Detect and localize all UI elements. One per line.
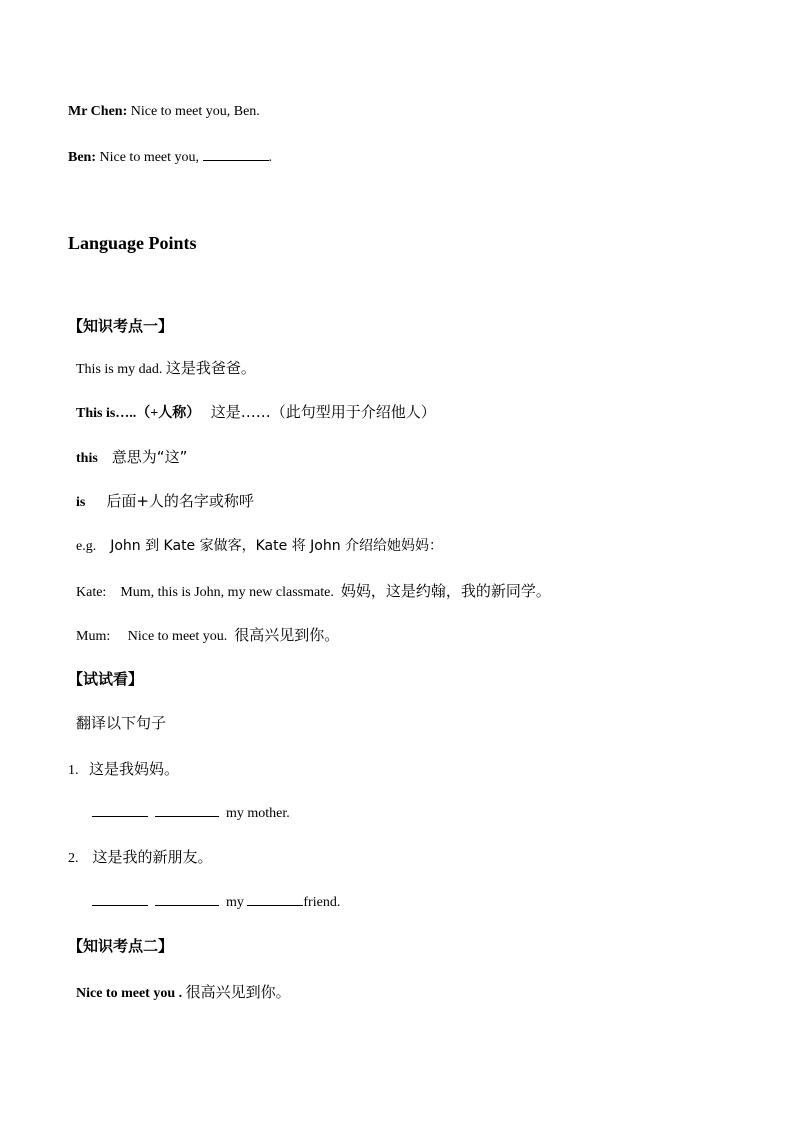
point2-chinese: 很高兴见到你。 bbox=[185, 983, 291, 1001]
example-en: This is my dad. bbox=[76, 362, 163, 377]
eg-label: e.g. bbox=[76, 539, 97, 554]
kate-chinese: 妈妈，这是约翰，我的新同学。 bbox=[340, 582, 551, 600]
this-line bbox=[76, 448, 187, 468]
section-title: Language Points bbox=[68, 233, 197, 253]
item-chinese: 这是我的新朋友。 bbox=[92, 848, 213, 866]
answer-blank[interactable] bbox=[92, 804, 148, 817]
point2-header: 【知识考点二】 bbox=[68, 937, 174, 955]
kate-line bbox=[76, 582, 551, 602]
pattern-explanation: 这是……（此句型用于介绍他人） bbox=[210, 403, 436, 421]
eg-text: John 到 Kate 家做客，Kate 将 John 介绍给她妈妈： bbox=[110, 538, 444, 554]
example-line bbox=[76, 359, 256, 379]
answer-blank[interactable] bbox=[155, 804, 219, 817]
this-meaning: 意思为“这” bbox=[111, 448, 188, 466]
example-zh: 这是我爸爸。 bbox=[165, 359, 256, 377]
kate-english: Mum, this is John, my new classmate. bbox=[120, 585, 334, 600]
this-word: this bbox=[76, 451, 98, 466]
eg-line bbox=[76, 537, 443, 556]
point1-header: 【知识考点一】 bbox=[68, 317, 174, 335]
pattern-bold: This is…..（+人称） bbox=[76, 406, 201, 421]
answer-mid: my bbox=[226, 895, 244, 910]
answer-line-2 bbox=[92, 893, 340, 912]
practice-item-1 bbox=[68, 760, 179, 780]
dialogue-line-1 bbox=[68, 103, 260, 121]
answer-blank[interactable] bbox=[155, 893, 219, 906]
is-meaning: 后面+人的名字或称呼 bbox=[106, 492, 254, 510]
mum-chinese: 很高兴见到你。 bbox=[234, 626, 340, 644]
item-number: 1. bbox=[68, 763, 79, 778]
dialogue-text: Nice to meet you, bbox=[96, 150, 203, 165]
answer-blank[interactable] bbox=[247, 893, 303, 906]
item-chinese: 这是我妈妈。 bbox=[89, 760, 180, 778]
dialogue-line-2 bbox=[68, 148, 272, 167]
pattern-line bbox=[76, 403, 436, 423]
practice-item-2 bbox=[68, 848, 213, 868]
period: . bbox=[268, 150, 273, 165]
point2-bold: Nice to meet you . bbox=[76, 986, 183, 1001]
mum-label: Mum: bbox=[76, 629, 111, 644]
mum-line bbox=[76, 626, 339, 646]
speaker-label: Mr Chen: bbox=[68, 104, 128, 119]
answer-line-1 bbox=[92, 804, 290, 823]
practice-header: 【试试看】 bbox=[68, 670, 144, 688]
practice-instruction: 翻译以下句子 bbox=[76, 714, 167, 732]
answer-tail: friend. bbox=[303, 895, 341, 910]
is-word: is bbox=[76, 495, 86, 510]
is-line bbox=[76, 492, 254, 512]
answer-blank[interactable] bbox=[92, 893, 148, 906]
answer-tail: my mother. bbox=[226, 806, 290, 821]
item-number: 2. bbox=[68, 851, 79, 866]
dialogue-text: Nice to meet you, Ben. bbox=[127, 104, 260, 119]
speaker-label: Ben: bbox=[68, 150, 96, 165]
kate-label: Kate: bbox=[76, 585, 107, 600]
mum-english: Nice to meet you. bbox=[127, 629, 228, 644]
answer-blank[interactable] bbox=[203, 148, 269, 161]
point2-line bbox=[76, 983, 291, 1003]
